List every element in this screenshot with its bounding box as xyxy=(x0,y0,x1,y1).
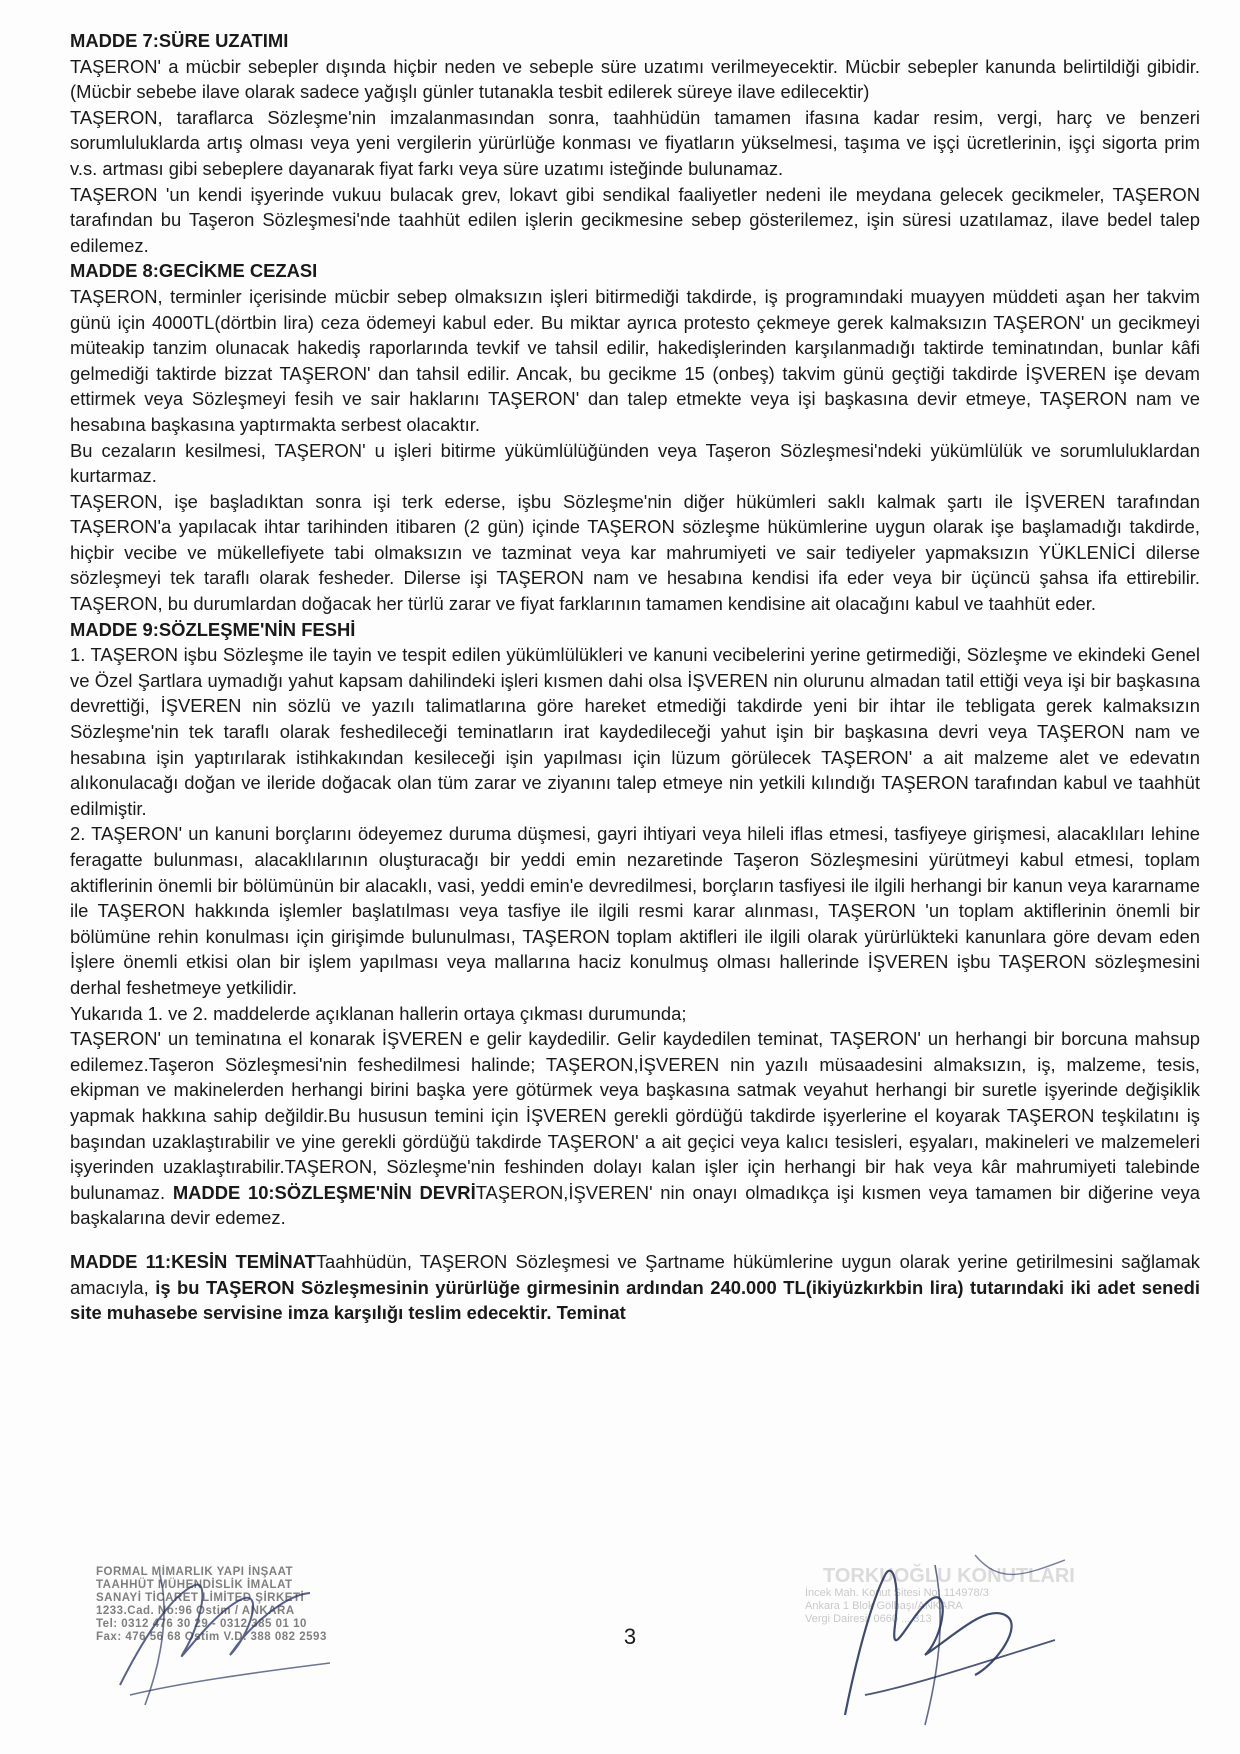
stamp-right-line-3: Ankara 1 Blok Gölbaşı/ANKARA xyxy=(805,1600,963,1612)
stamp-left-line-3: SANAYİ TİCARET LİMİTED ŞİRKETİ xyxy=(96,1592,305,1604)
madde-7-paragraph-3: TAŞERON 'un kendi işyerinde vukuu bulacak grev, lokavt gibi sendikal faaliyetler nedeni ile meydana gelecek gecikmeler, TAŞERON tarafından bu Taşeron Sözleşmesi'nde taahhüt edilen işlerin gecikmesine sebep gösterilemez, işin süresi uzatılamaz, ilave bedel talep edilemez. xyxy=(70,183,1200,256)
madde-9-paragraph-2: 2. TAŞERON' un kanuni borçlarını ödeyemez duruma düşmesi, gayri ihtiyari veya hileli iflas etmesi, tasfiyeye girişmesi, alacaklıları lehine feragatte bulunması, alacaklılarının oluşturacağı bir yeddi emin nezaretinde Taşeron Sözleşmesini yürütmeyi kabul etmesi, toplam aktiflerinin önemli bir bölümünün bir alacaklı, vasi, yeddi emin'e devredilmesi, borçların tasfiyesi ile ilgili herhangi bir kanun veya kararname ile TAŞERON hakkında işlemler başlatılması veya tasfiye ile ilgili resmi karar alınması, TAŞERON 'un toplam aktiflerinin önemli bir bölümüne rehin konulması için girişimde bulunulması, TAŞERON toplam aktifleri ile ilgili olarak yürürlükteki kanunlara göre devam eden İşlere önemli etkisi olan bir işlem yapılması veya mallarına haciz konulmuş olması hallerinde İŞVEREN işbu TAŞERON sözleşmesini derhal feshetmeye yetkilidir. xyxy=(70,823,1200,998)
madde-10-text: TAŞERON,İŞVEREN' nin onayı olmadıkça işi kısmen veya tamamen bir diğerine veya başkalarına devir edemez. xyxy=(70,1181,1200,1229)
madde-9-paragraph-4 xyxy=(70,1026,1200,1231)
company-stamp-left xyxy=(96,1566,426,1716)
stamp-left-line-2: TAAHHÜT MÜHENDİSLİK İMALAT xyxy=(96,1579,293,1591)
stamp-left-line-4: 1233.Cad. No:96 Ostim / ANKARA xyxy=(96,1605,295,1617)
madde-9-paragraph-1: 1. TAŞERON işbu Sözleşme ile tayin ve tespit edilen yükümlülükleri ve kanuni vecibelerini yerine getirmediği, Sözleşme ve ekindeki Genel ve Özel Şartlara uymadığı yahut kapsam dahilindeki işleri kısmen dahi olsa İŞVEREN nin olurunu almadan tatil ettiği veya işi bir başkasına devrettiği, İŞVEREN nin sözlü ve yazılı talimatlarına göre hareket etmediği takdirde yeni bir ihtar ile tebligata gerek kalmaksızın Sözleşme'nin tek taraflı olarak feshedileceği teminatların irat kaydedileceği yahut işin bir başkasına devri veya TAŞERON nam ve hesabına işin yaptırılarak istihkakından kesileceği işin yapılması için lüzum görülecek TAŞERON' a ait malzeme alet ve edevatın alıkonulacağı doğan ve ileride doğacak olan tüm zarar ve ziyanını talep etmeye nin yetkili kılındığı TAŞERON tarafından kabul ve taahhüt edilmiştir. xyxy=(70,644,1200,819)
madde-11-text: Taahhüdün, TAŞERON Sözleşmesi ve Şartname hükümlerine uygun olarak yerine getirilmesini sağlamak amacıyla, xyxy=(70,1250,1200,1298)
madde-11-bold-text: iş bu TAŞERON Sözleşmesinin yürürlüğe girmesinin ardından 240.000 TL(ikiyüzkırkbin lira) tutarındaki iki adet senedi site muhasebe servisine imza karşılığı teslim edecektir. Teminat xyxy=(70,1276,1200,1324)
stamp-left-line-1: FORMAL MİMARLIK YAPI İNŞAAT xyxy=(96,1566,294,1578)
madde-9-paragraph-3: Yukarıda 1. ve 2. maddelerde açıklanan hallerin ortaya çıkması durumunda; xyxy=(70,1002,687,1024)
madde-9-heading: MADDE 9:SÖZLEŞME'NİN FESHİ xyxy=(70,618,356,640)
madde-7-paragraph-1: TAŞERON' a mücbir sebepler dışında hiçbir neden ve sebeple süre uzatımı verilmeyecektir. Mücbir sebepler kanunda belirtildiği gibidir.(Mücbir sebebe ilave olarak sadece yağışlı günler tutanakla tesbit edilerek süreye ilave edilecektir) xyxy=(70,55,1200,103)
madde-7-paragraph-2: TAŞERON, taraflarca Sözleşme'nin imzalanmasından sonra, taahhüdün tamamen ifasına kadar resim, vergi, harç ve benzeri sorumluluklarda artış olması veya yeni vergilerin yürürlüğe konması ve fiyatların yükselmesi, taşıma ve işçi ücretlerinin, işçi sigorta prim v.s. artması gibi sebeplere dayanarak fiyat farkı veya süre uzatımı isteğinde bulunamaz. xyxy=(70,106,1200,179)
madde-10-heading: MADDE 10:SÖZLEŞME'NİN DEVRİ xyxy=(172,1181,476,1203)
madde-11-paragraph xyxy=(70,1249,1200,1326)
stamp-left-line-5: Tel: 0312 476 30 29 - 0312 385 01 10 xyxy=(96,1618,307,1630)
stamp-left-line-6: Fax: 476 56 68 Ostim V.D. 388 082 2593 xyxy=(96,1631,327,1643)
madde-8-heading: MADDE 8:GECİKME CEZASI xyxy=(70,260,318,282)
madde-8-paragraph-3: TAŞERON, işe başladıktan sonra işi terk ederse, işbu Sözleşme'nin diğer hükümleri saklı kalmak şartı ile İŞVEREN tarafından TAŞERON'a yapılacak ihtar tarihinden itibaren (2 gün) içinde TAŞERON sözleşme hükümlerine uygun olarak işe başlamadığı takdirde, hiçbir vecibe ve mükellefiyete tabi olmaksızın ve tazminat veya kar mahrumiyeti ve sair tediyeler yapmaksızın YÜKLENİCİ dilerse sözleşmeyi tek taraflı olarak fesheder. Dilerse işi TAŞERON nam ve hesabına kendisi ifa eder veya bir üçüncü şahsa ifa ettirebilir. TAŞERON, bu durumlardan doğacak her türlü zarar ve fiyat farklarının tamamen kendisine ait olacağını kabul ve taahhüt eder. xyxy=(70,490,1200,615)
document-body xyxy=(70,28,1200,1326)
company-stamp-right xyxy=(805,1565,1185,1685)
page-number: 3 xyxy=(623,1624,637,1649)
stamp-right-line-2: İncek Mah. Konut Sitesi No: 114978/3 xyxy=(805,1587,989,1599)
madde-8-paragraph-2: Bu cezaların kesilmesi, TAŞERON' u işleri bitirme yükümlülüğünden veya Taşeron Sözleşmesi'ndeki yükümlülük ve sorumluluklardan kurtarmaz. xyxy=(70,439,1200,487)
madde-8-paragraph-1: TAŞERON, terminler içerisinde mücbir sebep olmaksızın işleri bitirmediği takdirde, iş programındaki muayyen müddeti aşan her takvim günü için 4000TL(dörtbin lira) ceza ödemeyi kabul eder. Bu miktar ayrıca protesto çekmeye gerek kalmaksızın TAŞERON' un gecikmeyi müteakip tanzim olunacak hakediş raporlarında tevkif ve tahsil edilir, hakedişlerinden karşılanmadığı taktirde teminatından, bunlar kâfi gelmediği taktirde bizzat TAŞERON' dan tahsil edilir. Ancak, bu gecikme 15 (onbeş) takvim günü geçtiği takdirde İŞVEREN işe devam ettirmek veya Sözleşmeyi fesih ve sair haklarını TAŞERON' dan talep etmekte veya işi başkasına devir etmeye, TAŞERON nam ve hesabına başkasına yaptırmakta serbest olacaktır. xyxy=(70,285,1200,435)
stamp-right-line-4: Vergi Dairesi: 0660 ... 313 xyxy=(805,1613,932,1625)
madde-7-heading: MADDE 7:SÜRE UZATIMI xyxy=(70,30,289,51)
stamp-right-line-1: TORKUOĞLU KONUTLARI xyxy=(823,1565,1075,1587)
madde-9-paragraph-4-text: TAŞERON' un teminatına el konarak İŞVEREN e gelir kaydedilir. Gelir kaydedilen teminat, TAŞERON' un herhangi bir borcuna mahsup edilemez.Taşeron Sözleşmesi'nin feshedilmesi halinde; TAŞERON,İŞVEREN nin yazılı müsaadesini almaksızın, iş, malzeme, tesis, ekipman ve makinelerden herhangi birini başka yere götürmek veya başkasına satmak veyahut herhangi bir suretle işyerinde değişiklik yapmak hakkına sahip değildir.Bu hususun temini için İŞVEREN gerekli gördüğü takdirde işyerlerine el koyarak TAŞERON teşkilatını iş başından uzaklaştırabilir ve yine gerekli gördüğü takdirde TAŞERON' a ait geçici veya kalıcı tesisleri, eşyaları, makineleri ve malzemeleri işyerinden uzaklaştırabilir.TAŞERON, Sözleşme'nin feshinden dolayı kalan işler için herhangi bir hak veya kâr mahrumiyeti talebinde bulunamaz. xyxy=(70,1028,1200,1203)
madde-11-heading: MADDE 11:KESİN TEMİNAT xyxy=(70,1250,316,1272)
